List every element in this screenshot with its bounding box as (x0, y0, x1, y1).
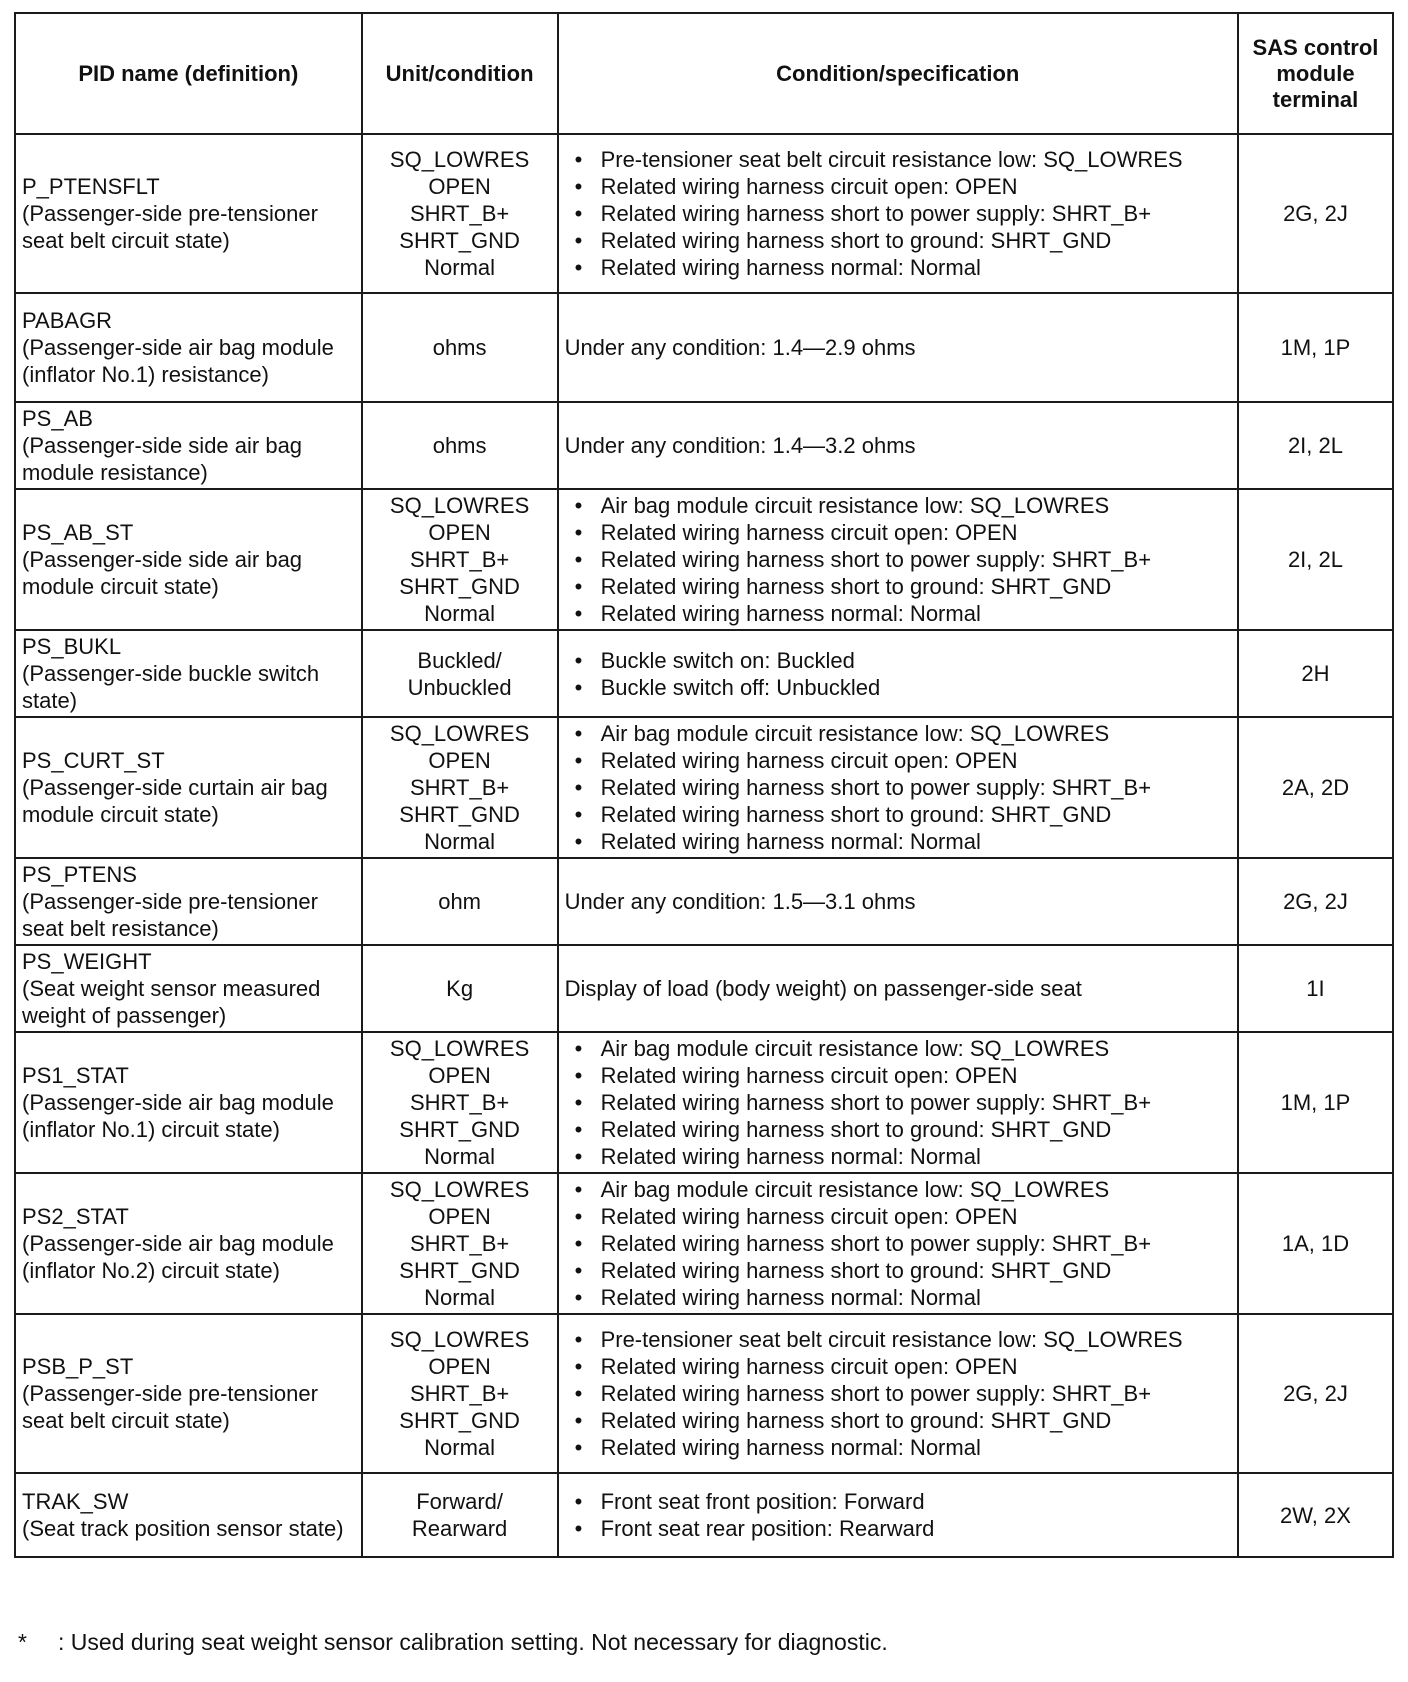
unit-cell (362, 630, 558, 717)
pid-name-cell (15, 134, 362, 293)
unit-cell (362, 1032, 558, 1173)
spec-list-item: • Buckle switch off: Unbuckled (565, 674, 1231, 701)
unit-value: SHRT_GND (399, 1258, 520, 1283)
header-condition-specification: Condition/specification (558, 13, 1238, 134)
table-header-row (15, 13, 1393, 134)
unit-value: SHRT_GND (399, 1408, 520, 1433)
unit-cell (362, 489, 558, 630)
specification-cell (558, 717, 1238, 858)
spec-list-item: • Related wiring harness short to power supply: SHRT_B+ (565, 774, 1231, 801)
unit-value: OPEN (428, 1204, 491, 1229)
footnote-symbol: * (18, 1629, 27, 1655)
pid-definition: (Passenger-side air bag module (inflator No.1) resistance) (22, 335, 334, 387)
specification-cell (558, 1473, 1238, 1557)
pid-name-cell (15, 945, 362, 1032)
table-row (15, 489, 1393, 630)
pid-name-cell (15, 1032, 362, 1173)
spec-list (565, 1176, 1231, 1311)
spec-list-item: • Related wiring harness normal: Normal (565, 1434, 1231, 1461)
spec-text: Under any condition: 1.5—3.1 ohms (564, 889, 916, 914)
unit-value: Normal (424, 829, 496, 854)
spec-list-item: • Front seat front position: Forward (565, 1488, 1231, 1515)
spec-list (565, 492, 1231, 627)
unit-cell (362, 858, 558, 945)
unit-value: SQ_LOWRES (389, 1036, 530, 1061)
spec-list (565, 1326, 1231, 1461)
spec-text: Under any condition: 1.4—2.9 ohms (564, 335, 916, 360)
unit-cell (362, 1473, 558, 1557)
spec-list-item: • Related wiring harness circuit open: OPEN (565, 519, 1231, 546)
pid-definition: (Passenger-side air bag module (inflator No.1) circuit state) (22, 1090, 334, 1142)
specification-cell (558, 1032, 1238, 1173)
specification-cell (558, 489, 1238, 630)
terminal-cell: 1A, 1D (1238, 1173, 1393, 1314)
table-row (15, 945, 1393, 1032)
specification-cell (558, 630, 1238, 717)
spec-list (565, 647, 1231, 701)
unit-cell (362, 1173, 558, 1314)
unit-value: OPEN (428, 520, 491, 545)
spec-list-item: • Related wiring harness short to ground: SHRT_GND (565, 1257, 1231, 1284)
pid-name: PABAGR (22, 308, 113, 333)
table-row (15, 1032, 1393, 1173)
unit-cell (362, 293, 558, 402)
unit-value: Normal (424, 255, 496, 280)
spec-list-item: • Front seat rear position: Rearward (565, 1515, 1231, 1542)
unit-value: SHRT_B+ (409, 1381, 510, 1406)
spec-list-item: • Related wiring harness circuit open: OPEN (565, 1062, 1231, 1089)
table-row (15, 402, 1393, 489)
specification-cell (558, 402, 1238, 489)
unit-value: SHRT_B+ (409, 775, 510, 800)
pid-name: PS_CURT_ST (22, 748, 165, 773)
table-row (15, 1473, 1393, 1557)
table-row (15, 858, 1393, 945)
unit-value: SHRT_B+ (409, 1231, 510, 1256)
unit-value: OPEN (428, 174, 491, 199)
pid-definition: (Seat weight sensor measured weight of passenger) (22, 976, 321, 1028)
pid-name-cell (15, 402, 362, 489)
unit-cell (362, 945, 558, 1032)
unit-value: SHRT_B+ (409, 201, 510, 226)
terminal-cell: 2A, 2D (1238, 717, 1393, 858)
spec-text: Display of load (body weight) on passenger-side seat (564, 976, 1082, 1001)
spec-list (565, 720, 1231, 855)
pid-definition: (Passenger-side pre-tensioner seat belt resistance) (22, 889, 318, 941)
spec-list (565, 1488, 1231, 1542)
table-row (15, 293, 1393, 402)
spec-list-item: • Related wiring harness short to power supply: SHRT_B+ (565, 1230, 1231, 1257)
spec-list-item: • Related wiring harness short to power supply: SHRT_B+ (565, 1089, 1231, 1116)
pid-name-cell (15, 293, 362, 402)
specification-cell (558, 293, 1238, 402)
specification-cell (558, 134, 1238, 293)
table-row (15, 1314, 1393, 1473)
pid-name: P_PTENSFLT (22, 174, 160, 199)
table-row (15, 1173, 1393, 1314)
pid-definition: (Passenger-side side air bag module resistance) (22, 433, 303, 485)
spec-list-item: • Related wiring harness short to ground: SHRT_GND (565, 801, 1231, 828)
pid-name-cell (15, 489, 362, 630)
spec-list-item: • Air bag module circuit resistance low: SQ_LOWRES (565, 492, 1231, 519)
unit-value: Forward/ (416, 1489, 503, 1514)
spec-list-item: • Air bag module circuit resistance low: SQ_LOWRES (565, 1176, 1231, 1203)
header-terminal: SAS control module terminal (1238, 13, 1393, 134)
terminal-cell: 2G, 2J (1238, 1314, 1393, 1473)
unit-value: SHRT_GND (399, 1117, 520, 1142)
header-pid-name: PID name (definition) (15, 13, 362, 134)
pid-definition: (Passenger-side pre-tensioner seat belt circuit state) (22, 1381, 318, 1433)
unit-value: Normal (424, 1144, 496, 1169)
unit-value: Rearward (411, 1516, 508, 1541)
unit-value: OPEN (428, 1354, 491, 1379)
spec-list-item: • Related wiring harness normal: Normal (565, 828, 1231, 855)
spec-list-item: • Related wiring harness circuit open: OPEN (565, 747, 1231, 774)
specification-cell (558, 1173, 1238, 1314)
spec-list-item: • Related wiring harness normal: Normal (565, 1284, 1231, 1311)
spec-list-item: • Related wiring harness short to ground: SHRT_GND (565, 573, 1231, 600)
pid-definition: (Passenger-side pre-tensioner seat belt circuit state) (22, 201, 318, 253)
terminal-cell: 1M, 1P (1238, 293, 1393, 402)
spec-list-item: • Related wiring harness short to ground: SHRT_GND (565, 1116, 1231, 1143)
unit-cell (362, 402, 558, 489)
unit-value: Kg (446, 976, 474, 1001)
specification-cell (558, 858, 1238, 945)
pid-name: PS_PTENS (22, 862, 137, 887)
unit-value: SHRT_GND (399, 228, 520, 253)
specification-cell (558, 1314, 1238, 1473)
footnote (18, 1628, 1388, 1656)
pid-name: PS_AB_ST (22, 520, 134, 545)
spec-list-item: • Related wiring harness short to power supply: SHRT_B+ (565, 200, 1231, 227)
spec-list-item: • Air bag module circuit resistance low: SQ_LOWRES (565, 720, 1231, 747)
unit-value: SHRT_B+ (409, 547, 510, 572)
unit-value: ohm (438, 889, 481, 914)
spec-list-item: • Pre-tensioner seat belt circuit resistance low: SQ_LOWRES (565, 146, 1231, 173)
pid-name: PSB_P_ST (22, 1354, 134, 1379)
table-row (15, 134, 1393, 293)
pid-name: PS_BUKL (22, 634, 122, 659)
pid-name: PS2_STAT (22, 1204, 129, 1229)
terminal-cell: 2G, 2J (1238, 134, 1393, 293)
unit-value: ohms (432, 433, 487, 458)
spec-list-item: • Air bag module circuit resistance low: SQ_LOWRES (565, 1035, 1231, 1062)
terminal-cell: 2I, 2L (1238, 402, 1393, 489)
unit-value: ohms (432, 335, 487, 360)
pid-definition: (Passenger-side curtain air bag module circuit state) (22, 775, 328, 827)
pid-name-cell (15, 1314, 362, 1473)
unit-value: SHRT_GND (399, 574, 520, 599)
spec-list-item: • Related wiring harness normal: Normal (565, 254, 1231, 281)
unit-value: SQ_LOWRES (389, 721, 530, 746)
table-row (15, 630, 1393, 717)
unit-value: Buckled/ (417, 647, 502, 673)
spec-list-item: • Related wiring harness short to power supply: SHRT_B+ (565, 546, 1231, 573)
unit-cell (362, 134, 558, 293)
footnote-text: : Used during seat weight sensor calibration setting. Not necessary for diagnostic. (58, 1629, 888, 1655)
spec-list-item: • Related wiring harness circuit open: OPEN (565, 1353, 1231, 1380)
terminal-cell: 1M, 1P (1238, 1032, 1393, 1173)
unit-value: Unbuckled (407, 674, 512, 700)
pid-definition: (Passenger-side side air bag module circuit state) (22, 547, 303, 599)
pid-definition: (Passenger-side air bag module (inflator No.2) circuit state) (22, 1231, 334, 1283)
spec-list-item: • Related wiring harness normal: Normal (565, 1143, 1231, 1170)
terminal-cell: 1I (1238, 945, 1393, 1032)
unit-value: Normal (424, 601, 496, 626)
terminal-cell: 2G, 2J (1238, 858, 1393, 945)
unit-value: Normal (424, 1435, 496, 1460)
spec-text: Under any condition: 1.4—3.2 ohms (564, 433, 916, 458)
spec-list-item: • Related wiring harness circuit open: OPEN (565, 1203, 1231, 1230)
pid-name: TRAK_SW (22, 1489, 129, 1514)
terminal-cell: 2I, 2L (1238, 489, 1393, 630)
pid-name-cell (15, 1173, 362, 1314)
unit-value: SQ_LOWRES (389, 1327, 530, 1352)
pid-name: PS1_STAT (22, 1063, 129, 1088)
unit-value: SHRT_B+ (409, 1090, 510, 1115)
unit-value: SQ_LOWRES (389, 147, 530, 172)
unit-value: OPEN (428, 748, 491, 773)
spec-list-item: • Related wiring harness normal: Normal (565, 600, 1231, 627)
pid-definition: (Passenger-side buckle switch state) (22, 661, 320, 713)
spec-list-item: • Related wiring harness circuit open: OPEN (565, 173, 1231, 200)
spec-list (565, 1035, 1231, 1170)
table-body (15, 134, 1393, 1557)
unit-value: SQ_LOWRES (389, 1177, 530, 1202)
specification-cell (558, 945, 1238, 1032)
pid-name-cell (15, 1473, 362, 1557)
pid-name-cell (15, 717, 362, 858)
pid-name: PS_AB (22, 406, 93, 431)
unit-value: Normal (424, 1285, 496, 1310)
spec-list-item: • Pre-tensioner seat belt circuit resistance low: SQ_LOWRES (565, 1326, 1231, 1353)
pid-name-cell (15, 858, 362, 945)
unit-value: OPEN (428, 1063, 491, 1088)
terminal-cell: 2W, 2X (1238, 1473, 1393, 1557)
pid-name: PS_WEIGHT (22, 949, 152, 974)
unit-cell (362, 1314, 558, 1473)
unit-cell (362, 717, 558, 858)
pid-table (14, 12, 1394, 1558)
unit-value: SQ_LOWRES (389, 493, 530, 518)
spec-list (565, 146, 1231, 281)
header-unit-condition: Unit/condition (362, 13, 558, 134)
spec-list-item: • Buckle switch on: Buckled (565, 647, 1231, 674)
spec-list-item: • Related wiring harness short to ground: SHRT_GND (565, 227, 1231, 254)
spec-list-item: • Related wiring harness short to power supply: SHRT_B+ (565, 1380, 1231, 1407)
terminal-cell: 2H (1238, 630, 1393, 717)
unit-value: SHRT_GND (399, 802, 520, 827)
spec-list-item: • Related wiring harness short to ground: SHRT_GND (565, 1407, 1231, 1434)
pid-definition: (Seat track position sensor state) (22, 1516, 344, 1541)
table-row (15, 717, 1393, 858)
pid-name-cell (15, 630, 362, 717)
